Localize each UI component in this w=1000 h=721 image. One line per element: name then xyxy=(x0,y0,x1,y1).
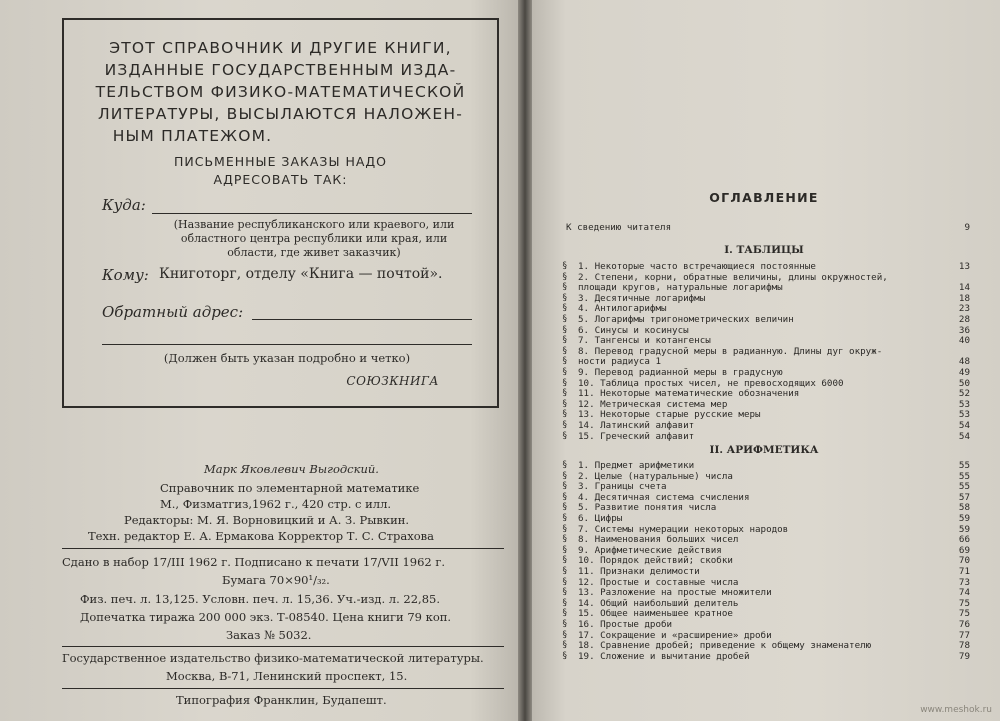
toc-row-page: 59 xyxy=(958,513,970,524)
imprint-publication: М., Физматгиз,1962 г., 420 стр. с илл. xyxy=(160,497,392,511)
toc-row xyxy=(562,544,970,556)
toc-section-title: II. АРИФМЕТИКА xyxy=(709,444,819,456)
toc-row-text: К сведению читателя xyxy=(566,222,672,233)
signature: СОЮЗКНИГА xyxy=(346,374,439,388)
toc-row-text: 12. Простые и составные числа xyxy=(578,576,739,588)
toc-row xyxy=(562,640,970,652)
toc-row-text: 13. Разложение на простые множители xyxy=(578,587,772,599)
toc-row xyxy=(562,345,970,357)
toc-row-text: 10. Таблица простых чисел, не превосходящих 6000 xyxy=(578,377,844,389)
toc-row-text: 18. Сравнение дробей; приведение к общему знаменателю xyxy=(578,640,872,652)
section-sign-icon: § xyxy=(562,367,568,377)
toc-row-text: 3. Границы счета xyxy=(578,481,667,493)
toc-row-page: 73 xyxy=(958,576,970,588)
toc-row xyxy=(562,619,970,630)
toc-row-text: 17. Сокращение и «расширение» дроби xyxy=(578,629,772,641)
section-sign-icon: § xyxy=(562,544,568,555)
toc-row xyxy=(562,534,970,546)
toc-row-text: площади кругов, натуральные логарифмы xyxy=(578,282,783,294)
toc-row-page: 55 xyxy=(958,470,970,482)
toc-row-page: 50 xyxy=(958,377,970,389)
toc-row-page: 77 xyxy=(958,629,970,641)
toc-row-text: 15. Общее наименьшее кратное xyxy=(578,608,733,620)
section-sign-icon: § xyxy=(562,502,568,513)
return-line-2 xyxy=(102,344,472,345)
section-sign-icon: § xyxy=(562,409,568,420)
watermark: www.meshok.ru xyxy=(920,705,992,715)
imprint-rule xyxy=(62,646,504,647)
imprint-title: Справочник по элементарной математике xyxy=(160,481,420,495)
toc-row-page: 75 xyxy=(958,608,970,620)
toc-row-page: 75 xyxy=(958,597,970,609)
imprint-address: Москва, В-71, Ленинский проспект, 15. xyxy=(166,669,408,683)
toc-row xyxy=(562,388,970,400)
toc-row-text: 11. Признаки делимости xyxy=(578,566,700,577)
toc-row-page: 55 xyxy=(958,481,970,493)
toc-row xyxy=(562,597,970,609)
toc-row-text: 4. Десятичная система счисления xyxy=(578,491,750,503)
where-label: Куда: xyxy=(102,196,146,214)
imprint-author: Марк Яковлевич Выгодский. xyxy=(204,462,379,476)
where-note: (Название республиканского или краевого, или областного центра республики или края, или области, где живет заказчик) xyxy=(173,218,455,259)
toc-row-text: 2. Степени, корни, обратные величины, длины окружностей, xyxy=(578,271,888,283)
section-sign-icon: § xyxy=(562,377,568,388)
toc-row-text: 16. Простые дроби xyxy=(578,619,673,630)
section-sign-icon: § xyxy=(562,650,568,661)
toc-row-page: 78 xyxy=(958,640,970,652)
return-label: Обратный адрес: xyxy=(102,303,244,321)
notice-line: ЛИТЕРАТУРЫ, ВЫСЫЛАЮТСЯ НАЛОЖЕН- xyxy=(97,105,464,123)
toc-row-text: 10. Порядок действий; скобки xyxy=(578,555,733,567)
toc-row-text: 6. Синусы и косинусы xyxy=(578,324,689,336)
toc-row-page: 53 xyxy=(958,398,970,410)
section-sign-icon: § xyxy=(562,470,568,481)
book-gutter xyxy=(518,0,532,721)
toc-row-text: 7. Тангенсы и котангенсы xyxy=(578,335,711,347)
toc-row-text: 11. Некоторые математические обозначения xyxy=(578,388,800,400)
toc-row xyxy=(562,576,970,588)
toc-row xyxy=(562,271,970,283)
toc-row-page: 48 xyxy=(958,356,970,368)
orders-line: АДРЕСОВАТЬ ТАК: xyxy=(213,172,348,187)
toc-section-title: I. ТАБЛИЦЫ xyxy=(724,244,804,256)
toc-row-text: 1. Предмет арифметики xyxy=(578,460,695,471)
toc-row xyxy=(562,398,970,410)
toc-row xyxy=(562,629,970,641)
toc-row xyxy=(562,523,970,535)
toc-section-list xyxy=(562,460,970,670)
section-sign-icon: § xyxy=(562,629,568,640)
section-sign-icon: § xyxy=(562,608,568,619)
toc-row xyxy=(562,555,970,567)
toc-row-page: 58 xyxy=(958,502,970,514)
toc-row-text: 2. Целые (натуральные) числа xyxy=(578,470,733,482)
toc-row-page: 66 xyxy=(958,534,970,546)
notice-line: ИЗДАННЫЕ ГОСУДАРСТВЕННЫМ ИЗДА- xyxy=(104,61,457,79)
toc-row xyxy=(562,261,970,272)
imprint-paper: Бумага 70×90¹/₃₂. xyxy=(222,573,330,587)
to-label: Кому: xyxy=(102,266,149,284)
toc-row-page: 70 xyxy=(958,555,970,567)
toc-row-page: 55 xyxy=(958,460,970,471)
return-line-1 xyxy=(252,319,472,320)
imprint-publisher: Государственное издательство физико-математической литературы. xyxy=(62,651,484,665)
toc-row xyxy=(562,650,970,662)
toc-row-page: 69 xyxy=(958,544,970,556)
toc-row-text: 6. Цифры xyxy=(578,513,623,524)
toc-row-page: 9 xyxy=(964,222,970,233)
toc-row xyxy=(562,335,970,347)
imprint-sheets: Физ. печ. л. 13,125. Условн. печ. л. 15,36. Уч.-изд. л. 22,85. xyxy=(80,592,440,606)
toc-row xyxy=(562,460,970,471)
toc-row-page: 40 xyxy=(958,335,970,347)
section-sign-icon: § xyxy=(562,345,568,356)
toc-row-text: 5. Развитие понятия числа xyxy=(578,502,717,514)
imprint-dates: Сдано в набор 17/III 1962 г. Подписано к печати 17/VII 1962 г. xyxy=(62,555,446,569)
section-sign-icon: § xyxy=(562,619,568,629)
toc-row-text: 14. Латинский алфавит xyxy=(578,420,695,431)
section-sign-icon: § xyxy=(562,356,568,367)
toc-row xyxy=(562,324,970,336)
toc-row-page: 59 xyxy=(958,523,970,535)
imprint-print-run: Допечатка тиража 200 000 экз. Т-08540. Цена книги 79 коп. xyxy=(80,610,452,624)
section-sign-icon: § xyxy=(562,271,568,282)
toc-row-text: 1. Некоторые часто встречающиеся постоянные xyxy=(578,261,816,272)
toc-row-page: 54 xyxy=(958,430,970,442)
toc-row-text: 8. Перевод градусной меры в радианную. Длины дуг окруж- xyxy=(578,345,883,357)
toc-row xyxy=(562,303,970,315)
toc-row-page: 49 xyxy=(958,367,970,378)
toc-row-page: 18 xyxy=(958,292,970,304)
toc-row xyxy=(562,481,970,493)
section-sign-icon: § xyxy=(562,597,568,608)
toc-title: ОГЛАВЛЕНИЕ xyxy=(709,190,819,205)
toc-row-page: 36 xyxy=(958,324,970,336)
toc-row-page: 14 xyxy=(958,282,970,294)
toc-row-text: 12. Метрическая система мер xyxy=(578,398,728,410)
imprint-editors: Редакторы: М. Я. Ворновицкий и А. З. Рывкин. xyxy=(124,513,410,527)
toc-row xyxy=(562,430,970,442)
notice-line: НЫМ ПЛАТЕЖОМ. xyxy=(112,127,273,145)
toc-row xyxy=(562,409,970,421)
toc-row-text: 9. Арифметические действия xyxy=(578,544,722,556)
section-sign-icon: § xyxy=(562,523,568,534)
section-sign-icon: § xyxy=(562,640,568,651)
toc-row-page: 28 xyxy=(958,314,970,325)
toc-row-page: 52 xyxy=(958,388,970,400)
section-sign-icon: § xyxy=(562,555,568,566)
imprint-rule xyxy=(62,548,504,549)
toc-row xyxy=(562,566,970,577)
imprint-printer: Типография Франклин, Будапешт. xyxy=(176,693,387,707)
toc-row-text: 7. Системы нумерации некоторых народов xyxy=(578,523,789,535)
notice-line: ТЕЛЬСТВОМ ФИЗИКО-МАТЕМАТИЧЕСКОЙ xyxy=(95,83,466,101)
toc-row-text: 14. Общий наибольший делитель xyxy=(578,597,739,609)
section-sign-icon: § xyxy=(562,513,568,523)
imprint-tech-editor: Техн. редактор Е. А. Ермакова Корректор Т. С. Страхова xyxy=(88,529,434,543)
section-sign-icon: § xyxy=(562,261,568,271)
toc-row-text: 3. Десятичные логарифмы xyxy=(578,292,706,304)
toc-row xyxy=(562,282,970,294)
toc-row-text: ности радиуса 1 xyxy=(578,356,661,368)
toc-row xyxy=(562,491,970,503)
toc-row xyxy=(562,367,970,378)
toc-row-page: 74 xyxy=(958,587,970,599)
toc-row-page: 54 xyxy=(958,420,970,431)
section-sign-icon: § xyxy=(562,534,568,545)
toc-row-text: 15. Греческий алфавит xyxy=(578,430,695,442)
toc-row-page: 57 xyxy=(958,491,970,503)
to-text: Книготорг, отделу «Книга — почтой». xyxy=(159,266,443,282)
toc-row xyxy=(562,420,970,431)
section-sign-icon: § xyxy=(562,460,568,470)
section-sign-icon: § xyxy=(562,282,568,293)
toc-row-text: 19. Сложение и вычитание дробей xyxy=(578,650,750,662)
notice-line: ЭТОТ СПРАВОЧНИК И ДРУГИЕ КНИГИ, xyxy=(109,39,452,57)
where-line xyxy=(152,213,472,214)
toc-row xyxy=(562,608,970,620)
section-sign-icon: § xyxy=(562,566,568,576)
orders-line: ПИСЬМЕННЫЕ ЗАКАЗЫ НАДО xyxy=(174,154,387,169)
section-sign-icon: § xyxy=(562,430,568,441)
imprint-order: Заказ № 5032. xyxy=(226,628,312,642)
toc-row xyxy=(562,356,970,368)
section-sign-icon: § xyxy=(562,292,568,303)
toc-row xyxy=(562,502,970,514)
toc-section-list xyxy=(562,261,970,451)
toc-row-page: 71 xyxy=(958,566,970,577)
section-sign-icon: § xyxy=(562,481,568,492)
section-sign-icon: § xyxy=(562,491,568,502)
section-sign-icon: § xyxy=(562,587,568,598)
toc-row-page: 23 xyxy=(958,303,970,315)
toc-row xyxy=(562,470,970,482)
toc-row-page: 76 xyxy=(958,619,970,630)
toc-row xyxy=(562,587,970,599)
toc-row xyxy=(562,513,970,524)
imprint-rule xyxy=(62,688,504,689)
toc-row-page: 53 xyxy=(958,409,970,421)
return-note: (Должен быть указан подробно и четко) xyxy=(163,351,411,365)
toc-row xyxy=(562,314,970,325)
toc-intro xyxy=(566,222,970,234)
section-sign-icon: § xyxy=(562,420,568,430)
toc-row-page: 79 xyxy=(958,650,970,662)
toc-row xyxy=(566,222,970,233)
section-sign-icon: § xyxy=(562,388,568,399)
section-sign-icon: § xyxy=(562,398,568,409)
toc-row-text: 13. Некоторые старые русские меры xyxy=(578,409,761,421)
toc-row-text: 8. Наименования больших чисел xyxy=(578,534,739,546)
toc-row xyxy=(562,377,970,389)
section-sign-icon: § xyxy=(562,335,568,346)
order-notice-box xyxy=(62,18,499,408)
toc-row-text: 5. Логарифмы тригонометрических величин xyxy=(578,314,794,325)
toc-row-text: 9. Перевод радианной меры в градусную xyxy=(578,367,783,378)
section-sign-icon: § xyxy=(562,314,568,324)
section-sign-icon: § xyxy=(562,303,568,314)
toc-row-text: 4. Антилогарифмы xyxy=(578,303,667,315)
toc-row-page: 13 xyxy=(958,261,970,272)
toc-row xyxy=(562,292,970,304)
section-sign-icon: § xyxy=(562,324,568,335)
section-sign-icon: § xyxy=(562,576,568,587)
